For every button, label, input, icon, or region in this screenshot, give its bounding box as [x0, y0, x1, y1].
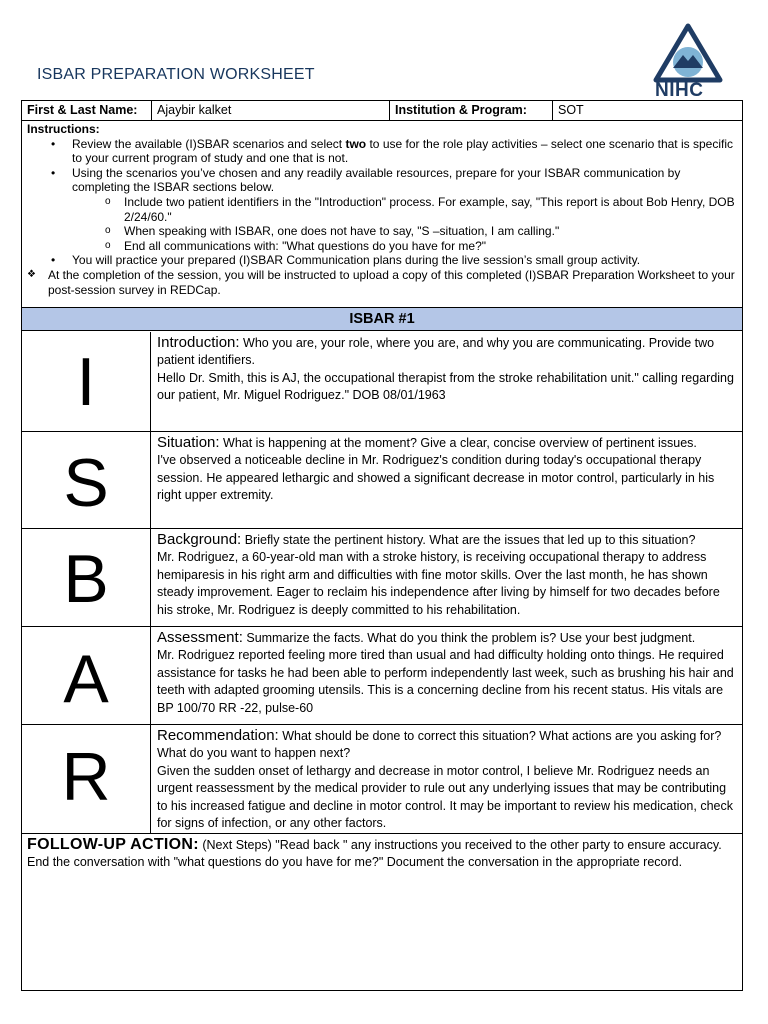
section-letter: S	[22, 432, 151, 528]
section-body[interactable]	[151, 432, 742, 505]
section-answer[interactable]: Given the sudden onset of lethargy and decrease in motor control, I believe Mr. Rodriguez needs an urgent reassessment by the medical provider to rule out any underlying issues that may be contributing to his increased fatigue and decline in motor control. It may be important to review his medication, check for signs of infection, or any other factors.	[157, 763, 733, 831]
instructions-block	[22, 121, 742, 308]
section-label: Background:	[157, 531, 242, 548]
section-label: Assessment:	[157, 629, 243, 646]
section-recommendation	[22, 725, 742, 834]
section-letter: B	[22, 529, 151, 626]
section-answer[interactable]: I've observed a noticeable decline in Mr. Rodriguez's condition during today's occupational therapy session. He appeared lethargic and showed a significant decrease in motor control, particularly in his right upper extremity.	[157, 453, 715, 503]
section-introduction	[22, 332, 742, 432]
section-prompt: Briefly state the pertinent history. What are the issues that led up to this situation?	[244, 533, 696, 547]
section-letter: A	[22, 627, 151, 724]
instruction-upload-note: ❖ At the completion of the session, you will be instructed to upload a copy of this completed (I)SBAR Preparation Worksheet to your post-session survey in REDCap.	[27, 268, 737, 297]
section-answer[interactable]: Mr. Rodriguez reported feeling more tired than usual and had difficulty holding onto things. He required assistance for tasks he had been able to perform independently last week, such as brushing his hair and teeth with adapted grooming utensils. This is a concerning decline from his recent status. His vitals are BP 100/70 RR -22, pulse-60	[157, 648, 734, 715]
institution-label: Institution & Program:	[389, 101, 552, 120]
follow-up-text: (Next Steps) "Read back " any instructions you received to the other party to ensure accuracy. End the conversation with "what questions do you have for me?" Document the conversation in the appropriate record.	[27, 838, 722, 870]
instruction-item: • You will practice your prepared (I)SBAR Communication plans during the live session’s small group activity.	[27, 253, 737, 268]
isbar-band: ISBAR #1	[22, 308, 742, 331]
section-body[interactable]	[151, 529, 742, 619]
name-value[interactable]: Ajaybir kalket	[151, 101, 389, 120]
section-body[interactable]	[151, 627, 742, 717]
section-body[interactable]	[151, 725, 742, 832]
instruction-subitem: o End all communications with: "What questions do you have for me?"	[27, 239, 737, 254]
section-prompt: Who you are, your role, where you are, and why you are communicating. Provide two patient identifiers.	[157, 336, 715, 368]
section-label: Situation:	[157, 434, 220, 451]
instruction-item: • Using the scenarios you’ve chosen and any readily available resources, prepare for your ISBAR communication by completing the ISBAR sections below.	[27, 166, 737, 195]
section-prompt: What is happening at the moment? Give a clear, concise overview of pertinent issues.	[223, 436, 697, 450]
info-row	[22, 101, 742, 121]
institution-value[interactable]: SOT	[552, 101, 742, 120]
section-prompt: Summarize the facts. What do you think the problem is? Use your best judgment.	[246, 631, 696, 645]
follow-up-block[interactable]	[22, 834, 742, 990]
section-answer[interactable]: Hello Dr. Smith, this is AJ, the occupational therapist from the stroke rehabilitation unit." calling regarding our patient, Mr. Miguel Rodriguez." DOB 08/01/1963	[157, 370, 734, 403]
section-letter: R	[22, 725, 151, 833]
instruction-subitem: o When speaking with ISBAR, one does not have to say, "S –situation, I am calling."	[27, 224, 737, 239]
section-assessment	[22, 627, 742, 725]
worksheet-table	[21, 100, 743, 991]
section-body[interactable]	[151, 332, 742, 405]
section-label: Recommendation:	[157, 727, 279, 744]
instructions-heading: Instructions:	[27, 122, 100, 136]
worksheet-title: ISBAR PREPARATION WORKSHEET	[37, 66, 315, 83]
logo-text: NIHC	[655, 80, 704, 101]
section-situation	[22, 432, 742, 529]
section-answer[interactable]: Mr. Rodriguez, a 60-year-old man with a stroke history, is receiving occupational therapy to address hemiparesis in his right arm and difficulties with fine motor skills. Over the last month, he has shown steady improvement. Eager to reclaim his independence after living by himself for two decades before his stroke, Mr. Rodriguez is deeply committed to his rehabilitation.	[157, 550, 720, 617]
section-letter: I	[22, 332, 151, 431]
follow-up-label: FOLLOW-UP ACTION:	[27, 836, 199, 853]
section-prompt: What should be done to correct this situation? What actions are you asking for? What do you want to happen next?	[157, 729, 722, 761]
name-label: First & Last Name:	[27, 103, 138, 117]
section-background	[22, 529, 742, 627]
instruction-subitem: o Include two patient identifiers in the "Introduction" process. For example, say, "This report is about Bob Henry, DOB 2/24/60."	[27, 195, 737, 224]
section-label: Introduction:	[157, 334, 240, 351]
instruction-item: • Review the available (I)SBAR scenarios and select two to use for the role play activities – select one scenario that is specific to your current program of study and one that is not.	[27, 137, 737, 166]
